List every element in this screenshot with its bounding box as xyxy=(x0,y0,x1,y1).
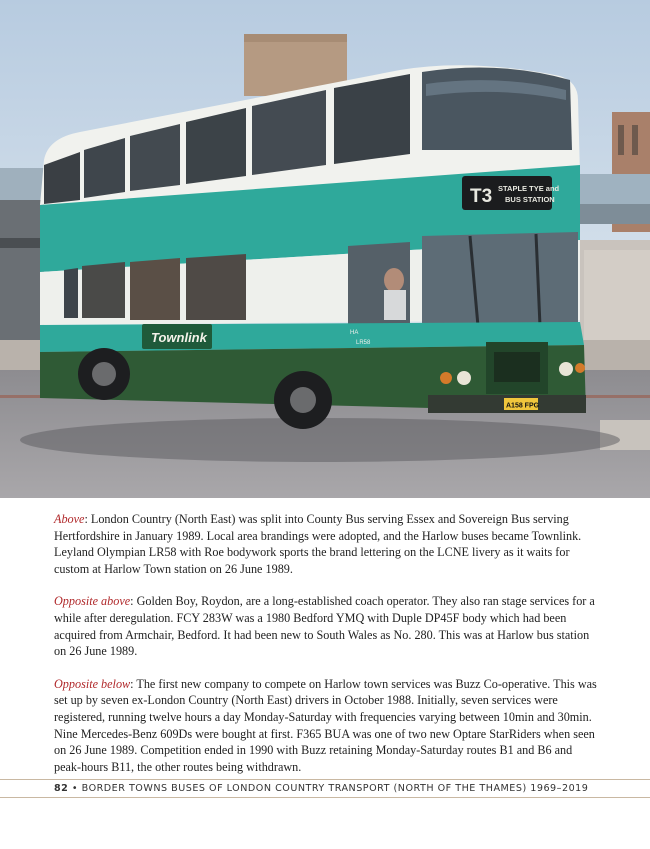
destination-line-1: STAPLE TYE and xyxy=(498,184,560,193)
caption-above xyxy=(54,511,600,577)
running-footer xyxy=(54,783,588,794)
caption-block xyxy=(54,511,600,791)
caption-lead: Opposite above xyxy=(54,594,131,609)
caption-text: : Golden Boy, Roydon, are a long-established coach operator. They also ran stage services for a while after deregulation. FCY 283W was a 1980 Bedford YMQ with Duple DP45F body which had been acquired from Armchair, Bedford. It had been new to South Wales as No. 280. This was at Harlow bus station on 26 June 1989. xyxy=(54,594,595,659)
caption-lead: Opposite below xyxy=(54,676,131,691)
destination-line-2: BUS STATION xyxy=(505,195,555,204)
route-number: T3 xyxy=(470,186,493,207)
footer-separator: • xyxy=(71,783,79,794)
fleetname-lettering: Townlink xyxy=(151,330,207,345)
caption-text: : The first new company to compete on Harlow town services was Buzz Co-operative. This was set up by seven ex-London Country (North East) drivers in October 1988. Initially, seven services were registered, running twelve hours a day Monday-Saturday with frequencies varying between 10min and 30min. Nine Mercedes-Benz 609Ds were bought at first. F365 BUA was one of two new Optare StarRiders when seen on 26 June 1989. Competition ended in 1990 with Buzz retaining Monday-Saturday routes B1 and B6 and peak-hours B11, the other routes being withdrawn. xyxy=(54,676,597,774)
caption-opposite-above xyxy=(54,593,600,659)
footer-rule-bottom xyxy=(0,797,650,798)
book-title: BORDER TOWNS BUSES OF LONDON COUNTRY TRANSPORT (NORTH OF THE THAMES) 1969–2019 xyxy=(81,783,589,794)
registration-plate: A158 FPG xyxy=(506,402,540,410)
page-number: 82 xyxy=(54,783,69,794)
fleet-number: LR58 xyxy=(356,340,371,346)
caption-opposite-below xyxy=(54,676,600,776)
caption-text: : London Country (North East) was split into County Bus serving Essex and Sovereign Bus serving Hertfordshire in January 1989. Local area brandings were adopted, and the Harlow buses became Townlink. Leyland Olympian LR58 with Roe bodywork sports the brand lettering on the LCNE livery as it waits for custom at Harlow Town station on 26 June 1989. xyxy=(54,512,582,576)
caption-lead: Above xyxy=(54,512,85,526)
garage-code: HA xyxy=(350,330,359,336)
footer-rule-top xyxy=(0,779,650,780)
